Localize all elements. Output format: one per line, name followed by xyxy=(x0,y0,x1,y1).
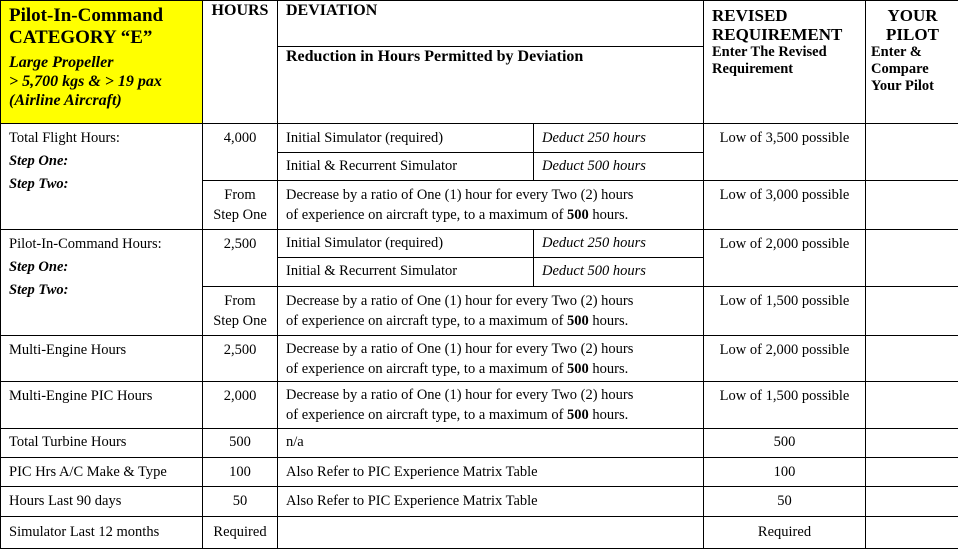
ratio-line-2: of experience on aircraft type, to a maximum of xyxy=(286,360,568,377)
revised-sub-1: Enter The Revised xyxy=(712,44,827,60)
total-flight-your-pilot-a xyxy=(866,124,958,181)
pic-revised-a: Low of 2,000 possible xyxy=(704,230,866,287)
multi-engine-pic-revised: Low of 1,500 possible xyxy=(704,382,866,428)
sim-12-your-pilot xyxy=(866,516,958,548)
total-flight-label-cell xyxy=(1,124,203,230)
revised-sub-2: Requirement xyxy=(712,61,794,77)
pic-ratio xyxy=(278,286,704,335)
deviation-subheader: Reduction in Hours Permitted by Deviation xyxy=(278,47,704,124)
total-flight-revised-b: Low of 3,000 possible xyxy=(704,180,866,229)
total-flight-deduct-500: Deduct 500 hours xyxy=(534,153,704,180)
last-90-revised: 50 xyxy=(704,487,866,516)
category-sub-3: (Airline Aircraft) xyxy=(9,92,122,109)
total-flight-initial-sim: Initial Simulator (required) xyxy=(278,124,534,153)
multi-engine-hours: 2,500 xyxy=(203,335,278,381)
ratio-max: 500 xyxy=(567,407,589,424)
ratio-line-2: of experience on aircraft type, to a maximum of xyxy=(286,407,568,424)
total-flight-step-one: Step One: xyxy=(9,153,69,170)
last-90-label: Hours Last 90 days xyxy=(1,487,203,516)
revised-title-2: REQUIREMENT xyxy=(712,25,843,44)
total-flight-step-two: Step Two: xyxy=(9,176,69,193)
your-title-2: PILOT xyxy=(886,25,939,44)
ratio-line-2-end: hours. xyxy=(588,360,629,377)
pic-your-pilot-b xyxy=(866,286,958,335)
ratio-max: 500 xyxy=(567,312,589,329)
ratio-line-1: Decrease by a ratio of One (1) hour for every Two (2) hours xyxy=(286,292,634,309)
pic-recurrent-sim: Initial & Recurrent Simulator xyxy=(278,258,534,286)
pic-step-two: Step Two: xyxy=(9,282,69,299)
deviation-header: DEVIATION xyxy=(278,1,704,47)
sim-12-revised: Required xyxy=(704,516,866,548)
ratio-max: 500 xyxy=(567,360,589,377)
revised-title-1: REVISED xyxy=(712,6,788,25)
category-sub-2: > 5,700 kgs & > 19 pax xyxy=(9,73,162,90)
ratio-line-2: of experience on aircraft type, to a maximum of xyxy=(286,206,568,223)
ratio-line-2-end: hours. xyxy=(588,407,629,424)
sim-12-deviation xyxy=(278,516,704,548)
pic-initial-sim: Initial Simulator (required) xyxy=(278,230,534,258)
category-header xyxy=(1,1,203,124)
turbine-hours: 500 xyxy=(203,428,278,457)
revised-header xyxy=(704,1,866,124)
make-type-your-pilot xyxy=(866,458,958,487)
turbine-label: Total Turbine Hours xyxy=(1,428,203,457)
multi-engine-pic-hours: 2,000 xyxy=(203,382,278,428)
category-sub-1: Large Propeller xyxy=(9,54,114,71)
your-sub-2: Compare xyxy=(871,61,929,77)
multi-engine-pic-label: Multi-Engine PIC Hours xyxy=(1,382,203,428)
total-flight-recurrent-sim: Initial & Recurrent Simulator xyxy=(278,153,534,180)
pic-deduct-250: Deduct 250 hours xyxy=(534,230,704,258)
pic-deduct-500: Deduct 500 hours xyxy=(534,258,704,286)
total-flight-from-step-one xyxy=(203,180,278,229)
your-sub-1: Enter & xyxy=(871,44,922,60)
pic-hours: 2,500 xyxy=(203,230,278,287)
pic-from-step-one xyxy=(203,286,278,335)
turbine-your-pilot xyxy=(866,428,958,457)
from-label-2: Step One xyxy=(213,206,267,223)
turbine-revised: 500 xyxy=(704,428,866,457)
total-flight-your-pilot-b xyxy=(866,180,958,229)
multi-engine-your-pilot xyxy=(866,335,958,381)
ratio-line-1: Decrease by a ratio of One (1) hour for every Two (2) hours xyxy=(286,387,634,404)
multi-engine-pic-your-pilot xyxy=(866,382,958,428)
pic-label: Pilot-In-Command Hours: xyxy=(9,236,162,253)
total-flight-deduct-250: Deduct 250 hours xyxy=(534,124,704,153)
pic-label-cell xyxy=(1,230,203,336)
turbine-deviation: n/a xyxy=(278,428,704,457)
ratio-line-2-end: hours. xyxy=(588,206,629,223)
ratio-line-1: Decrease by a ratio of One (1) hour for every Two (2) hours xyxy=(286,340,634,357)
multi-engine-revised: Low of 2,000 possible xyxy=(704,335,866,381)
category-title-1: Pilot-In-Command xyxy=(9,5,164,26)
last-90-deviation: Also Refer to PIC Experience Matrix Table xyxy=(278,487,704,516)
your-sub-3: Your Pilot xyxy=(871,78,934,94)
ratio-max: 500 xyxy=(567,206,589,223)
your-pilot-header xyxy=(866,1,958,124)
make-type-deviation: Also Refer to PIC Experience Matrix Table xyxy=(278,458,704,487)
pic-step-one: Step One: xyxy=(9,259,69,276)
pic-revised-b: Low of 1,500 possible xyxy=(704,286,866,335)
pic-your-pilot-a xyxy=(866,230,958,287)
total-flight-label: Total Flight Hours: xyxy=(9,130,120,147)
last-90-your-pilot xyxy=(866,487,958,516)
last-90-hours: 50 xyxy=(203,487,278,516)
total-flight-ratio xyxy=(278,180,704,229)
hours-header: HOURS xyxy=(203,1,278,124)
make-type-hours: 100 xyxy=(203,458,278,487)
category-title-2: CATEGORY “E” xyxy=(9,27,153,48)
multi-engine-pic-ratio xyxy=(278,382,704,428)
from-label-1: From xyxy=(224,186,256,203)
from-label-1: From xyxy=(224,292,256,309)
sim-12-hours: Required xyxy=(203,516,278,548)
total-flight-revised-a: Low of 3,500 possible xyxy=(704,124,866,181)
make-type-label: PIC Hrs A/C Make & Type xyxy=(1,458,203,487)
ratio-line-1: Decrease by a ratio of One (1) hour for every Two (2) hours xyxy=(286,186,634,203)
multi-engine-ratio xyxy=(278,335,704,381)
total-flight-hours: 4,000 xyxy=(203,124,278,181)
ratio-line-2-end: hours. xyxy=(588,312,629,329)
multi-engine-label: Multi-Engine Hours xyxy=(1,335,203,381)
sim-12-label: Simulator Last 12 months xyxy=(1,516,203,548)
ratio-line-2: of experience on aircraft type, to a maximum of xyxy=(286,312,568,329)
from-label-2: Step One xyxy=(213,312,267,329)
make-type-revised: 100 xyxy=(704,458,866,487)
your-title-1: YOUR xyxy=(887,6,938,25)
